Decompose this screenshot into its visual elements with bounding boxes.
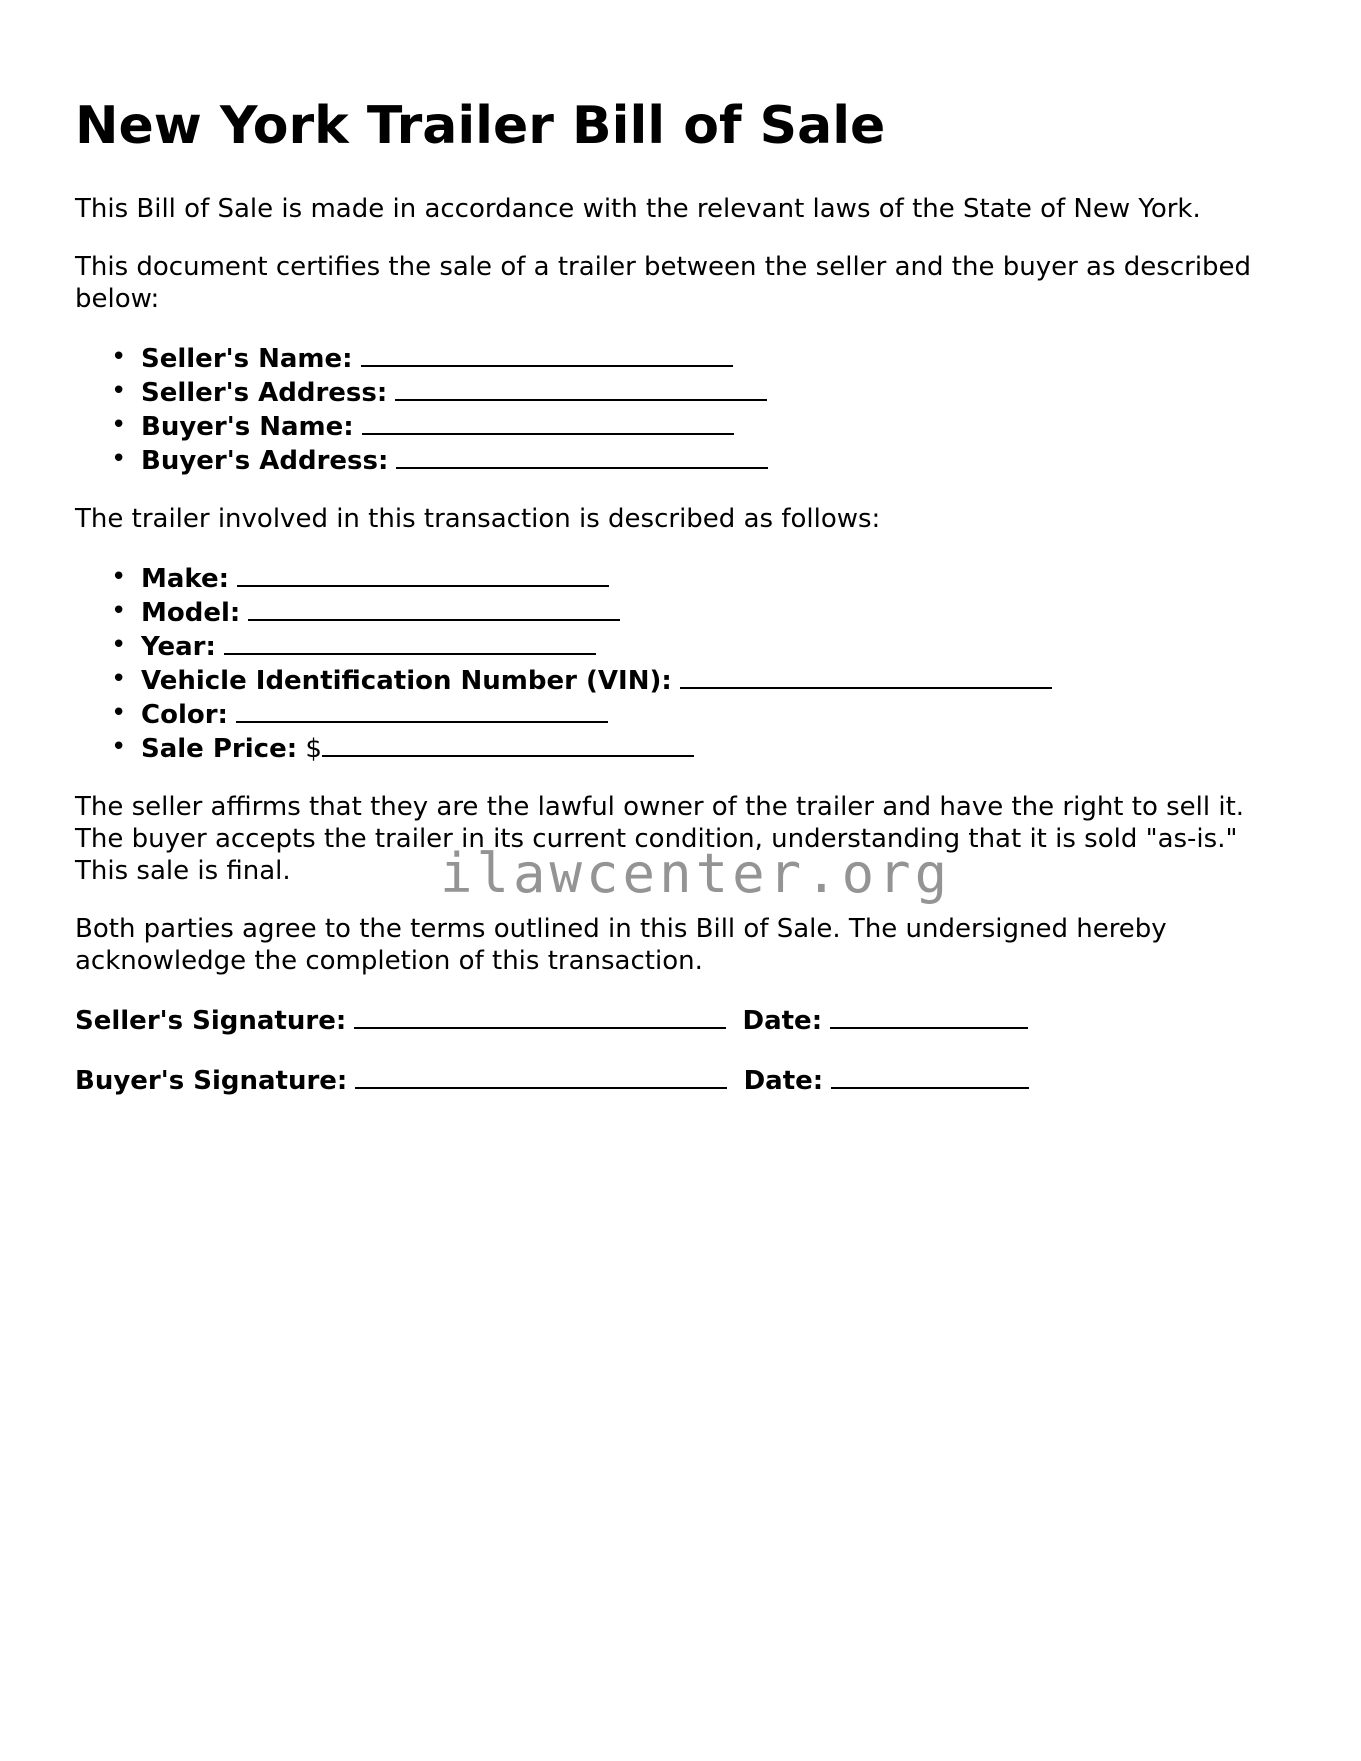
certify-paragraph: This document certifies the sale of a trailer between the seller and the buyer as described below: <box>75 252 1252 314</box>
buyer-address-label: Buyer's Address: <box>141 446 389 476</box>
color-field[interactable] <box>236 697 608 723</box>
model-field[interactable] <box>248 595 620 621</box>
seller-signature-label: Seller's Signature: <box>75 1006 347 1036</box>
buyer-signature-field[interactable] <box>355 1063 727 1089</box>
buyer-name-field[interactable] <box>362 409 734 435</box>
buyer-date-field[interactable] <box>831 1063 1029 1089</box>
seller-signature-field[interactable] <box>354 1003 726 1029</box>
sale-price-field[interactable] <box>322 731 694 757</box>
model-label: Model: <box>141 598 241 628</box>
list-item <box>141 663 1295 697</box>
seller-date-field[interactable] <box>830 1003 1028 1029</box>
seller-date-label: Date: <box>742 1006 823 1036</box>
color-label: Color: <box>141 700 228 730</box>
list-item <box>141 561 1295 595</box>
seller-signature-line <box>75 1003 1295 1037</box>
buyer-name-label: Buyer's Name: <box>141 412 354 442</box>
seller-name-label: Seller's Name: <box>141 344 353 374</box>
document-page <box>75 0 1295 1097</box>
trailer-intro-paragraph: The trailer involved in this transaction is described as follows: <box>75 504 881 534</box>
watermark: ilawcenter.org <box>440 842 952 905</box>
parties-list <box>75 341 1295 477</box>
list-item <box>141 595 1295 629</box>
list-item <box>141 697 1295 731</box>
vin-field[interactable] <box>680 663 1052 689</box>
list-item <box>141 443 1295 477</box>
make-label: Make: <box>141 564 230 594</box>
seller-address-label: Seller's Address: <box>141 378 388 408</box>
currency-symbol: $ <box>305 734 322 764</box>
seller-name-field[interactable] <box>361 341 733 367</box>
agreement-paragraph: Both parties agree to the terms outlined in this Bill of Sale. The undersigned hereby acknowledge the completion of this transaction. <box>75 914 1167 976</box>
buyer-signature-line <box>75 1063 1295 1097</box>
vin-label: Vehicle Identification Number (VIN): <box>141 666 672 696</box>
list-item <box>141 731 1295 765</box>
affirmation-paragraph: The seller affirms that they are the lawful owner of the trailer and have the right to sell it. The buyer accepts the trailer in its current condition, understanding that it is sold "as-is." This sale is final. <box>75 792 1245 886</box>
buyer-date-label: Date: <box>743 1066 824 1096</box>
intro-paragraph: This Bill of Sale is made in accordance with the relevant laws of the State of New York. <box>75 194 1201 224</box>
year-label: Year: <box>141 632 216 662</box>
list-item <box>141 375 1295 409</box>
trailer-fields-list <box>75 561 1295 765</box>
list-item <box>141 629 1295 663</box>
make-field[interactable] <box>237 561 609 587</box>
list-item <box>141 409 1295 443</box>
year-field[interactable] <box>224 629 596 655</box>
seller-address-field[interactable] <box>395 375 767 401</box>
sale-price-label: Sale Price: <box>141 734 298 764</box>
buyer-address-field[interactable] <box>396 443 768 469</box>
document-title: New York Trailer Bill of Sale <box>75 96 886 156</box>
buyer-signature-label: Buyer's Signature: <box>75 1066 348 1096</box>
list-item <box>141 341 1295 375</box>
